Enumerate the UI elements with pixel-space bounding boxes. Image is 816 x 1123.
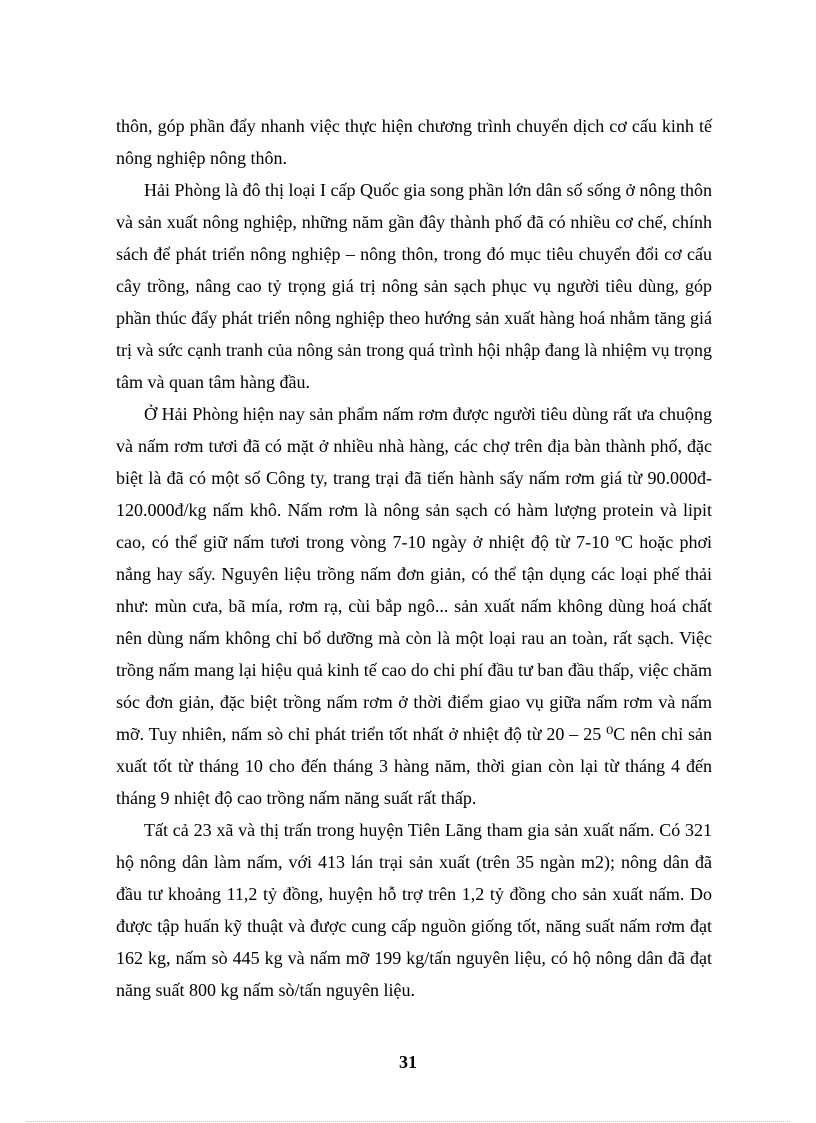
page-bottom-border <box>26 1121 790 1122</box>
document-body <box>116 110 712 1006</box>
paragraph-continuation: thôn, góp phần đẩy nhanh việc thực hiện chương trình chuyển dịch cơ cấu kinh tế nông nghiệp nông thôn. <box>116 116 712 168</box>
paragraph-straw-mushroom: Ở Hải Phòng hiện nay sản phẩm nấm rơm được người tiêu dùng rất ưa chuộng và nấm rơm tươi đã có mặt ở nhiều nhà hàng, các chợ trên địa bàn thành phố, đặc biệt là đã có một số Công ty, trang trại đã tiến hành sấy nấm rơm giá từ 90.000đ- 120.000đ/kg nấm khô. Nấm rơm là nông sản sạch có hàm lượng protein và lipit cao, có thể giữ nấm tươi trong vòng 7-10 ngày ở nhiệt độ từ 7-10 ºC hoặc phơi nắng hay sấy. Nguyên liệu trồng nấm đơn giản, có thể tận dụng các loại phế thải như: mùn cưa, bã mía, rơm rạ, cùi bắp ngô... sản xuất nấm không dùng hoá chất nên dùng nấm không chỉ bổ dưỡng mà còn là một loại rau an toàn, rất sạch. Việc trồng nấm mang lại hiệu quả kinh tế cao do chi phí đầu tư ban đầu thấp, việc chăm sóc đơn giản, đặc biệt trồng nấm rơm ở thời điểm giao vụ giữa nấm rơm và nấm mỡ. Tuy nhiên, nấm sò chỉ phát triển tốt nhất ở nhiệt độ từ 20 – 25 ⁰C nên chỉ sản xuất tốt từ tháng 10 cho đến tháng 3 hàng năm, thời gian còn lại từ tháng 4 đến tháng 9 nhiệt độ cao trồng nấm năng suất rất thấp. <box>116 404 712 808</box>
paragraph-hai-phong-overview: Hải Phòng là đô thị loại I cấp Quốc gia song phần lớn dân số sống ở nông thôn và sản xuất nông nghiệp, những năm gần đây thành phố đã có nhiều cơ chế, chính sách để phát triển nông nghiệp – nông thôn, trong đó mục tiêu chuyển đổi cơ cấu cây trồng, nâng cao tỷ trọng giá trị nông sản sạch phục vụ người tiêu dùng, góp phần thúc đẩy phát triển nông nghiệp theo hướng sản xuất hàng hoá nhằm tăng giá trị và sức cạnh tranh của nông sản trong quá trình hội nhập đang là nhiệm vụ trọng tâm và quan tâm hàng đầu. <box>116 180 712 392</box>
paragraph-tien-lang: Tất cả 23 xã và thị trấn trong huyện Tiên Lãng tham gia sản xuất nấm. Có 321 hộ nông dân làm nấm, với 413 lán trại sản xuất (trên 35 ngàn m2); nông dân đã đầu tư khoảng 11,2 tỷ đồng, huyện hỗ trợ trên 1,2 tỷ đồng cho sản xuất nấm. Do được tập huấn kỹ thuật và được cung cấp nguồn giống tốt, năng suất nấm rơm đạt 162 kg, nấm sò 445 kg và nấm mỡ 199 kg/tấn nguyên liệu, có hộ nông dân đã đạt năng suất 800 kg nấm sò/tấn nguyên liệu. <box>116 820 712 1000</box>
page-number: 31 <box>399 1052 417 1072</box>
